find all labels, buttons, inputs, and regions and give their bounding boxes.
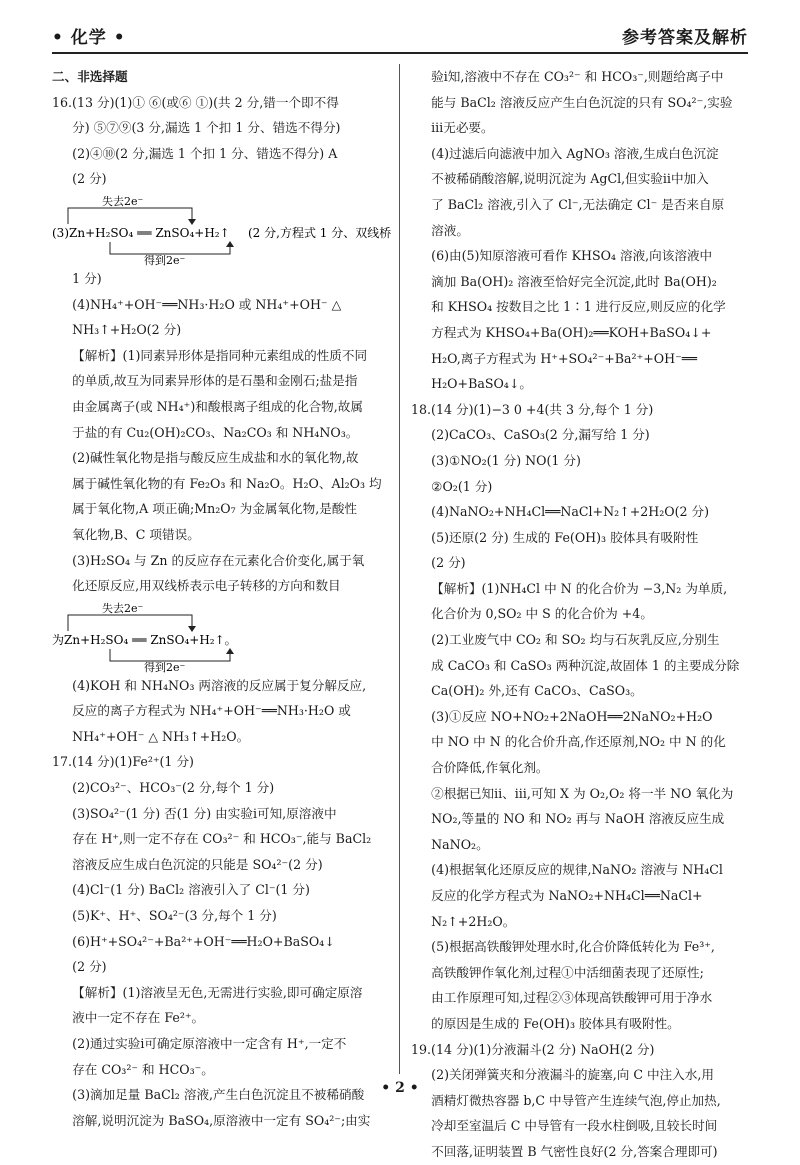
equation-note: (2 分,方程式 1 分、双线桥 [248,225,392,240]
text-line: NH₄⁺+OH⁻ △ NH₃↑+H₂O。 [72,728,250,744]
double-bridge-equation [52,194,392,267]
text-line: 冷却至室温后 C 中导管有一段水柱倒吸,且较长时间 [431,1118,718,1134]
text-line: 【解析】(1)同素异形体是指同种元素组成的性质不同 [72,347,368,363]
text-line: (2 分) [431,555,466,571]
loss-arrowhead [188,626,196,632]
page-number: • 2 • [381,1080,419,1096]
loss-label: 失去2e⁻ [102,601,144,615]
text-line: (4)NH₄⁺+OH⁻══NH₃·H₂O 或 NH₄⁺+OH⁻ △ [72,296,342,312]
text-line: 和 KHSO₄ 按数目之比 1∶1 进行反应,则反应的化学 [431,299,726,315]
text-line: 由金属离子(或 NH₄⁺)和酸根离子组成的化合物,故属 [72,398,363,414]
right-column [399,64,748,1159]
gain-bracket [110,242,230,254]
text-line: ②根据已知ⅱ、ⅲ,可知 X 为 O₂,O₂ 将一半 NO 氧化为 [431,785,734,801]
text-line: 16.(13 分)(1)① ⑥(或⑥ ①)(共 2 分,错一个即不得 [52,94,339,110]
text-line: (2)通过实验ⅰ可确定原溶液中一定含有 H⁺,一定不 [72,1036,347,1051]
text-line: 存在 CO₃²⁻ 和 HCO₃⁻。 [72,1061,214,1077]
text-line: ⅲ无必要。 [431,120,494,136]
text-line: (3)H₂SO₄ 与 Zn 的反应存在元素化合价变化,属于氧 [72,552,365,568]
text-line: 的原因是生成的 Fe(OH)₃ 胶体具有吸附性。 [431,1015,680,1031]
text-line: 中 NO 中 N 的化合价升高,作还原剂,NO₂ 中 N 的化 [431,734,726,750]
text-line: (3)SO₄²⁻(1 分) 否(1 分) 由实验ⅰ可知,原溶液中 [72,805,337,821]
text-line: (4)Cl⁻(1 分) BaCl₂ 溶液引入了 Cl⁻(1 分) [72,882,310,898]
text-line: (2)CO₃²⁻、HCO₃⁻(2 分,每个 1 分) [72,780,275,796]
text-line: N₂↑+2H₂O。 [431,913,516,929]
text-line: 能与 BaCl₂ 溶液反应产生白色沉淀的只有 SO₄²⁻,实验 [431,94,733,110]
text-line: 存在 H⁺,则一定不存在 CO₃²⁻ 和 HCO₃⁻,能与 BaCl₂ [72,831,372,847]
text-line: Ca(OH)₂ 外,还有 CaCO₃、CaSO₃。 [431,683,643,699]
equation-text: 为Zn+H₂SO₄ ══ ZnSO₄+H₂↑。 [52,632,237,647]
text-line: 滴加 Ba(OH)₂ 溶液至恰好完全沉淀,此时 Ba(OH)₂ [431,273,717,289]
page-header [52,14,748,54]
text-line: (4)NaNO₂+NH₄Cl══NaCl+N₂↑+2H₂O(2 分) [431,504,710,520]
text-line: (6)H⁺+SO₄²⁻+Ba²⁺+OH⁻══H₂O+BaSO₄↓ [72,933,335,949]
text-line: 溶液反应生成白色沉淀的只能是 SO₄²⁻(2 分) [72,856,323,872]
loss-label: 失去2e⁻ [102,194,144,208]
text-line: 17.(14 分)(1)Fe²⁺(1 分) [52,754,194,770]
electron-transfer-diagram [52,194,392,267]
text-line: 1 分) [72,270,102,286]
text-line: 属于碱性氧化物的有 Fe₂O₃ 和 Na₂O。H₂O、Al₂O₃ 均 [72,475,382,491]
text-line: 化还原反应,用双线桥表示电子转移的方向和数目 [72,578,341,594]
answer-columns [52,64,748,1159]
text-line: (2)关闭弹簧夹和分液漏斗的旋塞,向 C 中注入水,用 [431,1067,714,1083]
loss-bracket [68,208,192,224]
gain-bracket [110,649,230,661]
gain-arrowhead [226,241,234,247]
text-line: 18.(14 分)(1)−3 0 +4(共 3 分,每个 1 分) [411,401,654,417]
text-line: 【解析】(1)溶液呈无色,无需进行实验,即可确定原溶 [72,984,363,1000]
text-line: 反应的化学方程式为 NaNO₂+NH₄Cl══NaCl+ [431,888,703,903]
text-line: 高铁酸钾作氧化剂,过程①中活细菌表现了还原性; [431,964,704,980]
subject-label: • 化学 • [52,28,126,48]
text-line: 液中一定不存在 Fe²⁺。 [72,1010,205,1026]
text-line: 酒精灯微热容器 b,C 中导管产生连续气泡,停止加热, [431,1092,721,1108]
text-line: (4)过滤后向滤液中加入 AgNO₃ 溶液,生成白色沉淀 [431,145,719,161]
text-line: 的单质,故互为同素异形体的是石墨和金刚石;盐是指 [72,373,358,389]
text-line: NaNO₂。 [431,836,489,852]
text-line: 反应的离子方程式为 NH₄⁺+OH⁻══NH₃·H₂O 或 [72,703,351,719]
text-line: (5)根据高铁酸钾处理水时,化合价降低转化为 Fe³⁺, [431,939,715,955]
gain-label: 得到2e⁻ [144,253,186,267]
text-line: 不回落,证明装置 B 气密性良好(2 分,答案合理即可) [431,1143,718,1159]
text-line: 成 CaCO₃ 和 CaSO₃ 两种沉淀,故固体 1 的主要成分除 [431,657,740,673]
text-line: 溶液。 [431,222,469,238]
text-line: (4)KOH 和 NH₄NO₃ 两溶液的反应属于复分解反应, [72,677,367,693]
text-line: 方程式为 KHSO₄+Ba(OH)₂══KOH+BaSO₄↓+ [431,324,712,340]
loss-arrowhead [188,219,196,225]
left-column [52,64,399,1128]
text-line: (5)K⁺、H⁺、SO₄²⁻(3 分,每个 1 分) [72,908,277,924]
text-line: (4)根据氧化还原反应的规律,NaNO₂ 溶液与 NH₄Cl [431,862,723,878]
section-title: 参考答案及解析 [622,28,748,48]
text-line: (6)由(5)知原溶液可看作 KHSO₄ 溶液,向该溶液中 [431,248,713,264]
text-line: 二、非选择题 [52,69,128,84]
gain-arrowhead [226,648,234,654]
text-line: H₂O+BaSO₄↓。 [431,376,532,392]
text-line: (2)工业废气中 CO₂ 和 SO₂ 均与石灰乳反应,分别生 [431,632,720,648]
text-line: 于盐的有 Cu₂(OH)₂CO₃、Na₂CO₃ 和 NH₄NO₃。 [72,424,359,440]
text-line: ②O₂(1 分) [431,478,493,494]
text-line: H₂O,离子方程式为 H⁺+SO₄²⁻+Ba²⁺+OH⁻══ [431,350,697,366]
text-line: 化合价为 0,SO₂ 中 S 的化合价为 +4。 [431,606,653,622]
text-line: (5)还原(2 分) 生成的 Fe(OH)₃ 胶体具有吸附性 [431,529,699,545]
text-line: NO₂,等量的 NO 和 NO₂ 再与 NaOH 溶液反应生成 [431,811,725,827]
double-bridge-equation [52,601,388,674]
text-line: (2 分) [72,171,107,187]
electron-transfer-diagram [52,601,382,674]
text-line: (3)①反应 NO+NO₂+2NaOH══2NaNO₂+H₂O [431,708,713,724]
text-line: (2)④⑩(2 分,漏选 1 个扣 1 分、错选不得分) A [72,145,338,161]
text-line: 由工作原理可知,过程②③体现高铁酸钾可用于净水 [431,990,713,1006]
text-line: 合价降低,作氧化剂。 [431,760,549,776]
loss-bracket [68,615,192,631]
text-line: 分) ⑤⑦⑨(3 分,漏选 1 个扣 1 分、错选不得分) [72,120,341,136]
text-line: NH₃↑+H₂O(2 分) [72,322,182,338]
text-line: (2)碱性氧化物是指与酸反应生成盐和水的氧化物,故 [72,450,359,466]
text-line: 【解析】(1)NH₄Cl 中 N 的化合价为 −3,N₂ 为单质, [431,580,728,596]
text-line: (3)滴加足量 BaCl₂ 溶液,产生白色沉淀且不被稀硝酸 [72,1087,365,1103]
text-line: 氧化物,B、C 项错误。 [72,526,200,542]
text-line: 了 BaCl₂ 溶液,引入了 Cl⁻,无法确定 Cl⁻ 是否来自原 [431,196,725,212]
text-line: (3)①NO₂(1 分) NO(1 分) [431,452,581,468]
text-line: 属于氧化物,A 项正确;Mn₂O₇ 为金属氧化物,是酸性 [72,501,358,517]
equation-text: (3)Zn+H₂SO₄ ══ ZnSO₄+H₂↑ [52,225,230,240]
text-line: 溶解,说明沉淀为 BaSO₄,原溶液中一定有 SO₄²⁻;由实 [72,1112,371,1128]
text-line: 不被稀硝酸溶解,说明沉淀为 AgCl,但实验ⅱ中加入 [431,171,709,187]
gain-label: 得到2e⁻ [144,660,186,674]
text-line: (2 分) [72,959,107,975]
text-line: (2)CaCO₃、CaSO₃(2 分,漏写给 1 分) [431,427,650,443]
text-line: 19.(14 分)(1)分液漏斗(2 分) NaOH(2 分) [411,1041,655,1057]
text-line: 验ⅰ知,溶液中不存在 CO₃²⁻ 和 HCO₃⁻,则题给离子中 [431,69,724,84]
